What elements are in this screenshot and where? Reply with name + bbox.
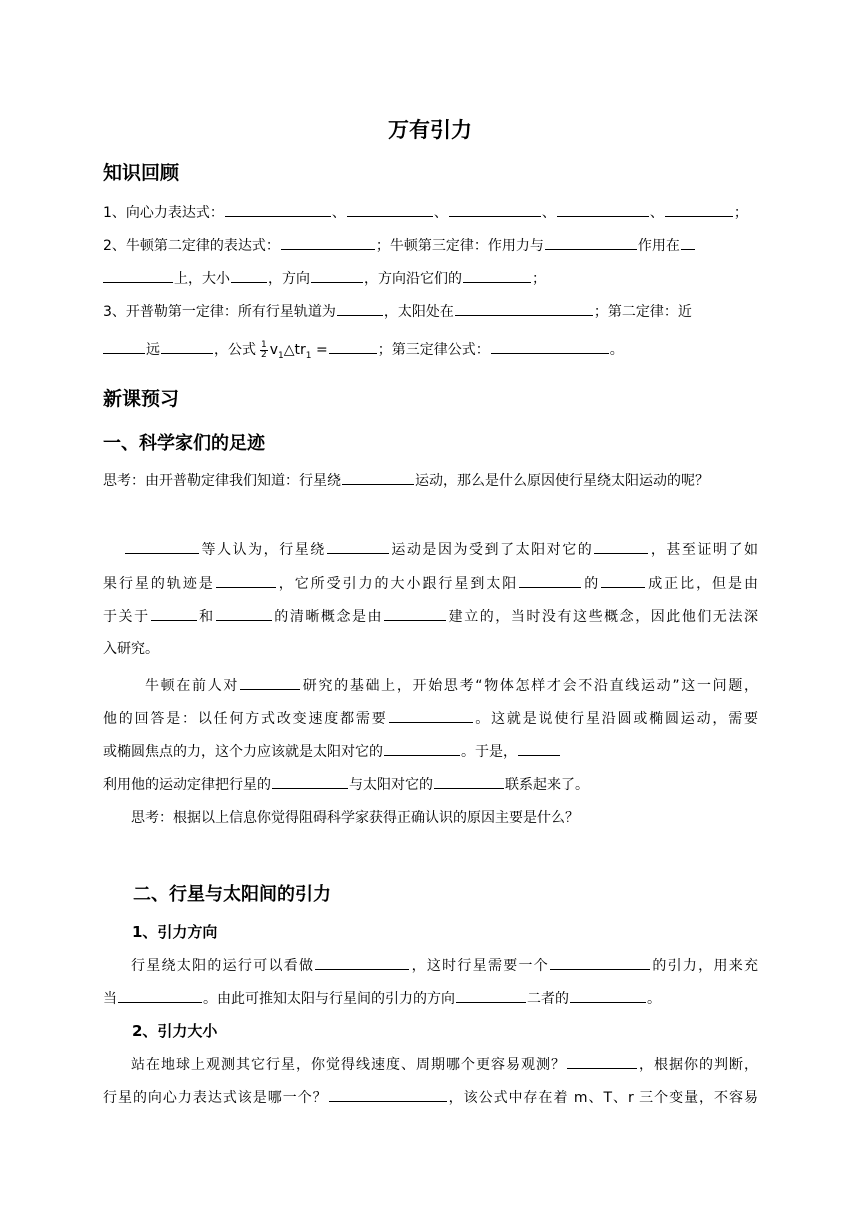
section-2-heading: 二、行星与太阳间的引力 — [133, 884, 331, 905]
page-title: 万有引力 — [388, 118, 472, 142]
text: 建立的，当时没有这些概念，因此他们无法深 — [447, 609, 759, 625]
blank[interactable] — [518, 741, 560, 756]
review-heading: 知识回顾 — [103, 162, 180, 184]
blank[interactable] — [594, 539, 648, 554]
text: ；第三定律公式： — [377, 342, 490, 358]
blank[interactable] — [103, 339, 145, 354]
formula-equals: = — [311, 342, 328, 358]
blank[interactable] — [463, 268, 531, 283]
blank[interactable] — [342, 470, 414, 485]
separator: 、 — [331, 205, 346, 221]
text: 牛顿在前人对 — [145, 678, 240, 694]
fraction-numerator: 1 — [261, 339, 267, 350]
blank[interactable] — [384, 606, 446, 621]
separator: 、 — [541, 205, 556, 221]
paragraph-1-line-3 — [103, 606, 758, 627]
subsection-2-line-1 — [103, 1054, 758, 1075]
blank[interactable] — [455, 301, 593, 316]
blank[interactable] — [281, 235, 375, 250]
blank[interactable] — [449, 202, 541, 217]
text: 的 — [582, 576, 601, 592]
text: 站在地球上观测其它行星，你觉得线速度、周期哪个更容易观测？ — [131, 1057, 566, 1073]
blank[interactable] — [118, 988, 202, 1003]
text: 运动是因为受到了太阳对它的 — [389, 542, 594, 558]
blank[interactable] — [347, 202, 433, 217]
paragraph-2-line-2 — [103, 708, 758, 729]
text: 行星的向心力表达式该是哪一个？ — [103, 1090, 328, 1106]
blank[interactable] — [550, 955, 650, 970]
separator: 、 — [649, 205, 664, 221]
preview-heading: 新课预习 — [103, 388, 180, 410]
text: 研究的基础上，开始思考“物体怎样才会不沿直线运动”这一问题， — [301, 678, 759, 694]
blank[interactable] — [545, 235, 637, 250]
text: 利用他的运动定律把行星的 — [103, 777, 271, 793]
blank[interactable] — [327, 539, 389, 554]
review-item-2-line-2 — [103, 268, 758, 289]
blank[interactable] — [519, 573, 581, 588]
blank[interactable] — [125, 539, 199, 554]
paragraph-2-line-4 — [103, 774, 758, 795]
text: 成正比，但是由 — [646, 576, 758, 592]
think-1 — [103, 470, 758, 491]
blank[interactable] — [103, 268, 173, 283]
blank[interactable] — [161, 339, 213, 354]
text: 联系起来了。 — [505, 777, 589, 793]
subsection-2-heading: 2、引力大小 — [132, 1022, 218, 1040]
think-2 — [103, 808, 758, 828]
paragraph-1-line-4 — [103, 639, 758, 659]
blank[interactable] — [601, 573, 645, 588]
subsection-1-line-1 — [103, 955, 758, 976]
text: ，公式 — [214, 342, 256, 358]
blank[interactable] — [272, 774, 348, 789]
review-item-1 — [103, 202, 758, 223]
text: 二者的 — [527, 991, 569, 1007]
text: ；牛顿第三定律：作用力与 — [375, 238, 544, 254]
blank[interactable] — [557, 202, 649, 217]
blank[interactable] — [311, 268, 363, 283]
paragraph-1-line-2 — [103, 573, 758, 594]
text: 当 — [103, 991, 117, 1007]
blank[interactable] — [216, 573, 276, 588]
blank[interactable] — [231, 268, 267, 283]
text: 的清晰概念是由 — [272, 609, 384, 625]
paragraph-1-line-1 — [103, 539, 758, 560]
end-mark: ； — [733, 205, 748, 221]
text: 与太阳对它的 — [349, 777, 433, 793]
formula-subscript: 1 — [278, 350, 284, 361]
blank[interactable] — [384, 741, 460, 756]
text: ，该公式中存在着 m、T、r 三个变量，不容易 — [447, 1090, 758, 1106]
end-mark: 。 — [609, 342, 624, 358]
fraction-one-half — [260, 341, 268, 360]
text: ；第二定律：近 — [593, 304, 692, 320]
subsection-1-line-2 — [103, 988, 758, 1009]
blank[interactable] — [329, 339, 377, 354]
text: 远 — [146, 342, 160, 358]
blank[interactable] — [315, 955, 409, 970]
blank[interactable] — [337, 301, 383, 316]
text: ，太阳处在 — [383, 304, 454, 320]
text: 运动，那么是什么原因使行星绕太阳运动的呢？ — [415, 473, 709, 489]
text: ，根据你的判断， — [638, 1057, 758, 1073]
formula-delta-tr: △tr — [283, 342, 306, 358]
text: 入研究。 — [103, 641, 159, 657]
text: ，这时行星需要一个 — [410, 958, 550, 974]
review-item-2-text: 2、牛顿第二定律的表达式： — [103, 238, 280, 254]
fraction-denominator: 2 — [261, 349, 267, 360]
section-1-heading: 一、科学家们的足迹 — [103, 433, 265, 454]
text: 或椭圆焦点的力，这个力应该就是太阳对它的 — [103, 744, 383, 760]
text: 。由此可推知太阳与行星间的引力的方向 — [203, 991, 455, 1007]
review-item-3-text: 3、开普勒第一定律：所有行星轨道为 — [103, 304, 336, 320]
text: 作用在 — [637, 238, 680, 254]
blank[interactable] — [329, 1087, 447, 1102]
blank[interactable] — [681, 235, 695, 250]
blank[interactable] — [225, 202, 331, 217]
text: 等人认为，行星绕 — [200, 542, 326, 558]
formula-subscript: 1 — [305, 350, 312, 361]
text: ，甚至证明了如 — [649, 542, 759, 558]
review-item-3-line-1 — [103, 301, 758, 322]
formula-v: v — [269, 342, 279, 358]
end-mark: ； — [532, 271, 546, 287]
text: 和 — [197, 609, 215, 625]
blank[interactable] — [456, 988, 526, 1003]
text: 。于是， — [461, 744, 517, 760]
blank[interactable] — [570, 988, 646, 1003]
paragraph-2-line-3 — [103, 741, 758, 762]
text: 的引力，用来充 — [651, 958, 759, 974]
subsection-1-heading: 1、引力方向 — [132, 923, 218, 941]
text: ，方向沿它们的 — [364, 271, 462, 287]
text: 行星绕太阳的运行可以看做 — [131, 958, 315, 974]
text: 果行星的轨迹是 — [103, 576, 215, 592]
blank[interactable] — [151, 606, 197, 621]
text: 上，大小 — [174, 271, 230, 287]
blank[interactable] — [240, 675, 300, 690]
text: 思考：根据以上信息你觉得阻碍科学家获得正确认识的原因主要是什么？ — [131, 810, 579, 826]
review-item-2-line-1 — [103, 235, 758, 256]
text: 。 — [647, 991, 661, 1007]
blank[interactable] — [389, 708, 473, 723]
separator: 、 — [433, 205, 448, 221]
text: 他的回答是：以任何方式改变速度都需要 — [103, 711, 388, 727]
text: 思考：由开普勒定律我们知道：行星绕 — [103, 473, 341, 489]
blank[interactable] — [216, 606, 272, 621]
blank[interactable] — [491, 339, 609, 354]
blank[interactable] — [434, 774, 504, 789]
text: 于关于 — [103, 609, 150, 625]
blank[interactable] — [567, 1054, 637, 1069]
review-item-3-line-2 — [103, 339, 758, 366]
blank[interactable] — [665, 202, 733, 217]
text: ，方向 — [268, 271, 310, 287]
text: 。这就是说使行星沿圆或椭圆运动，需要 — [473, 711, 758, 727]
review-item-1-text: 1、向心力表达式： — [103, 205, 224, 221]
paragraph-2-line-1 — [103, 675, 758, 696]
text: ，它所受引力的大小跟行星到太阳 — [276, 576, 519, 592]
subsection-2-line-2 — [103, 1087, 758, 1108]
